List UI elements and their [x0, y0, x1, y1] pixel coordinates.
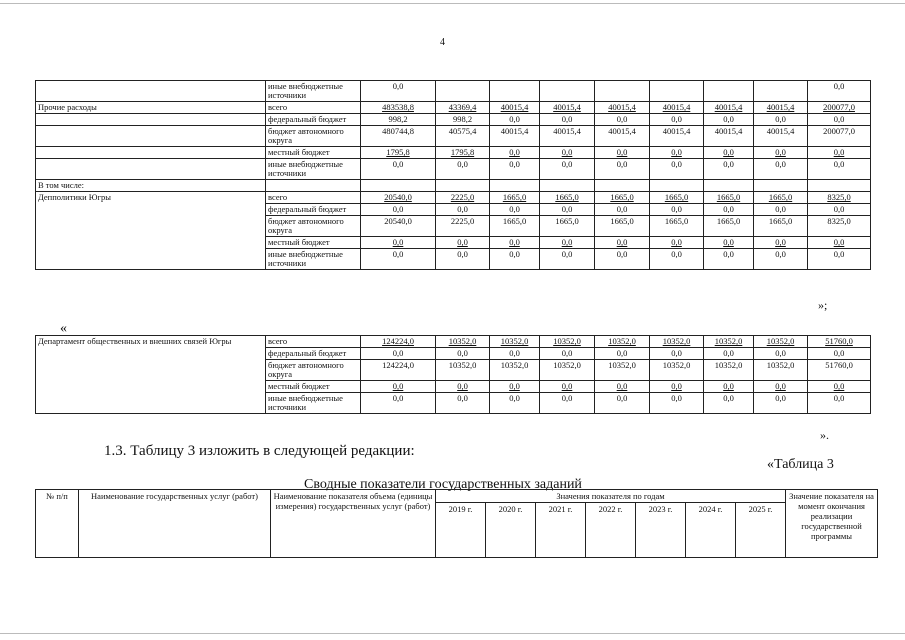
- closing-quote-2: ».: [820, 428, 829, 442]
- value-cell: 10352,0: [650, 336, 704, 348]
- value-cell: 0,0: [808, 114, 871, 126]
- subheader-cell: В том числе:: [36, 180, 266, 192]
- table3-col-indicator: Наименование показателя объема (единицы измерения) государственных услуг (работ): [271, 490, 436, 558]
- value-cell: 0,0: [650, 348, 704, 360]
- value-cell: 0,0: [650, 147, 704, 159]
- value-cell: 10352,0: [754, 336, 808, 348]
- value-cell: 998,2: [436, 114, 490, 126]
- value-cell: 40015,4: [704, 102, 754, 114]
- value-cell: 0,0: [490, 237, 540, 249]
- value-cell: 40015,4: [490, 102, 540, 114]
- row-source: всего: [266, 102, 361, 114]
- table3-year-2020: 2020 г.: [486, 503, 536, 558]
- scan-border-top: [0, 3, 905, 4]
- value-cell: 0,0: [808, 348, 871, 360]
- value-cell: 0,0: [704, 249, 754, 270]
- value-cell: 1665,0: [540, 216, 595, 237]
- empty-cell: [266, 180, 361, 192]
- value-cell: 0,0: [436, 249, 490, 270]
- table3-col-number: № п/п: [36, 490, 79, 558]
- empty-cell: [704, 180, 754, 192]
- empty-cell: [595, 180, 650, 192]
- empty-cell: [361, 180, 436, 192]
- value-cell: 40015,4: [650, 102, 704, 114]
- table3-year-2024: 2024 г.: [686, 503, 736, 558]
- table3-year-2022: 2022 г.: [586, 503, 636, 558]
- table-row: [36, 102, 871, 114]
- value-cell: 0,0: [361, 249, 436, 270]
- value-cell: 0,0: [540, 381, 595, 393]
- value-cell: 8325,0: [808, 192, 871, 204]
- value-cell: 51760,0: [808, 360, 871, 381]
- value-cell: 10352,0: [754, 360, 808, 381]
- empty-cell: [650, 180, 704, 192]
- value-cell: 0,0: [490, 147, 540, 159]
- row-source: местный бюджет: [266, 147, 361, 159]
- value-cell: [540, 81, 595, 102]
- empty-cell: [436, 180, 490, 192]
- scan-border-bottom: [0, 633, 905, 634]
- value-cell: 40575,4: [436, 126, 490, 147]
- row-name: [36, 159, 266, 180]
- row-source: иные внебюджетные источники: [266, 81, 361, 102]
- value-cell: 0,0: [595, 159, 650, 180]
- value-cell: 0,0: [704, 348, 754, 360]
- row-source: местный бюджет: [266, 381, 361, 393]
- value-cell: 40015,4: [540, 102, 595, 114]
- value-cell: 1665,0: [650, 216, 704, 237]
- value-cell: 0,0: [436, 159, 490, 180]
- value-cell: 480744,8: [361, 126, 436, 147]
- table3-col-service: Наименование государственных услуг (работ): [79, 490, 271, 558]
- value-cell: 0,0: [754, 348, 808, 360]
- value-cell: 0,0: [754, 381, 808, 393]
- value-cell: 10352,0: [704, 360, 754, 381]
- value-cell: 0,0: [361, 204, 436, 216]
- value-cell: 0,0: [808, 204, 871, 216]
- value-cell: 1665,0: [490, 216, 540, 237]
- value-cell: 1665,0: [650, 192, 704, 204]
- value-cell: 0,0: [436, 237, 490, 249]
- value-cell: 20540,0: [361, 216, 436, 237]
- table-row: [36, 147, 871, 159]
- table3: [35, 489, 878, 558]
- value-cell: [595, 81, 650, 102]
- value-cell: 0,0: [650, 381, 704, 393]
- value-cell: 0,0: [754, 114, 808, 126]
- section-heading: 1.3. Таблицу 3 изложить в следующей редакции:: [104, 443, 415, 459]
- row-name: Депполитики Югры: [36, 192, 266, 270]
- row-name: [36, 114, 266, 126]
- table3-year-2023: 2023 г.: [636, 503, 686, 558]
- value-cell: 0,0: [361, 237, 436, 249]
- row-name: [36, 126, 266, 147]
- value-cell: 10352,0: [595, 336, 650, 348]
- value-cell: 40015,4: [650, 126, 704, 147]
- value-cell: 200077,0: [808, 126, 871, 147]
- opening-quote: «: [60, 321, 67, 336]
- finance-table-department: [35, 335, 871, 414]
- finance-table-top: [35, 80, 871, 270]
- value-cell: 0,0: [595, 393, 650, 414]
- value-cell: 10352,0: [490, 336, 540, 348]
- value-cell: 0,0: [490, 159, 540, 180]
- value-cell: 1665,0: [595, 192, 650, 204]
- value-cell: 0,0: [650, 237, 704, 249]
- value-cell: 0,0: [361, 348, 436, 360]
- value-cell: 1665,0: [704, 192, 754, 204]
- value-cell: 0,0: [540, 114, 595, 126]
- value-cell: 0,0: [754, 393, 808, 414]
- table-row: [36, 192, 871, 204]
- value-cell: 10352,0: [436, 360, 490, 381]
- value-cell: 124224,0: [361, 360, 436, 381]
- value-cell: 0,0: [754, 147, 808, 159]
- empty-cell: [808, 180, 871, 192]
- value-cell: 0,0: [540, 348, 595, 360]
- value-cell: 0,0: [361, 81, 436, 102]
- value-cell: 40015,4: [540, 126, 595, 147]
- value-cell: 0,0: [704, 204, 754, 216]
- value-cell: 0,0: [754, 237, 808, 249]
- value-cell: 0,0: [595, 204, 650, 216]
- value-cell: 0,0: [595, 348, 650, 360]
- row-name: Департамент общественных и внешних связей Югры: [36, 336, 266, 414]
- value-cell: 1665,0: [704, 216, 754, 237]
- value-cell: 10352,0: [490, 360, 540, 381]
- row-source: всего: [266, 192, 361, 204]
- value-cell: 0,0: [595, 237, 650, 249]
- row-source: бюджет автономного округа: [266, 360, 361, 381]
- row-name: Прочие расходы: [36, 102, 266, 114]
- value-cell: 0,0: [704, 159, 754, 180]
- value-cell: 1665,0: [754, 192, 808, 204]
- value-cell: 2225,0: [436, 192, 490, 204]
- value-cell: 0,0: [436, 348, 490, 360]
- value-cell: 40015,4: [704, 126, 754, 147]
- value-cell: 40015,4: [595, 126, 650, 147]
- value-cell: 0,0: [808, 81, 871, 102]
- value-cell: 51760,0: [808, 336, 871, 348]
- value-cell: 1665,0: [754, 216, 808, 237]
- value-cell: 0,0: [808, 381, 871, 393]
- value-cell: 1795,8: [436, 147, 490, 159]
- value-cell: 0,0: [808, 249, 871, 270]
- value-cell: 0,0: [754, 204, 808, 216]
- row-source: бюджет автономного округа: [266, 216, 361, 237]
- value-cell: 1665,0: [540, 192, 595, 204]
- value-cell: 483538,8: [361, 102, 436, 114]
- value-cell: 40015,4: [754, 126, 808, 147]
- empty-cell: [490, 180, 540, 192]
- value-cell: 0,0: [540, 393, 595, 414]
- value-cell: 0,0: [436, 204, 490, 216]
- value-cell: 1795,8: [361, 147, 436, 159]
- value-cell: 0,0: [808, 393, 871, 414]
- value-cell: 0,0: [650, 114, 704, 126]
- value-cell: [650, 81, 704, 102]
- value-cell: [754, 81, 808, 102]
- value-cell: 10352,0: [540, 360, 595, 381]
- value-cell: 0,0: [650, 393, 704, 414]
- value-cell: 10352,0: [540, 336, 595, 348]
- row-source: всего: [266, 336, 361, 348]
- empty-cell: [540, 180, 595, 192]
- value-cell: 0,0: [704, 114, 754, 126]
- value-cell: 40015,4: [490, 126, 540, 147]
- value-cell: 0,0: [436, 381, 490, 393]
- value-cell: 0,0: [704, 393, 754, 414]
- value-cell: 0,0: [490, 249, 540, 270]
- row-name: [36, 147, 266, 159]
- table3-col-years-header: Значения показателя по годам: [436, 490, 786, 503]
- value-cell: 0,0: [540, 147, 595, 159]
- value-cell: 0,0: [595, 114, 650, 126]
- row-source: бюджет автономного округа: [266, 126, 361, 147]
- closing-quote-1: »;: [818, 298, 828, 312]
- row-source: иные внебюджетные источники: [266, 249, 361, 270]
- row-source: местный бюджет: [266, 237, 361, 249]
- row-name: [36, 81, 266, 102]
- value-cell: 0,0: [808, 147, 871, 159]
- value-cell: [436, 81, 490, 102]
- table-row: [36, 180, 871, 192]
- table3-year-2021: 2021 г.: [536, 503, 586, 558]
- value-cell: 20540,0: [361, 192, 436, 204]
- value-cell: 10352,0: [595, 360, 650, 381]
- value-cell: 0,0: [540, 249, 595, 270]
- row-source: федеральный бюджет: [266, 348, 361, 360]
- value-cell: 0,0: [754, 159, 808, 180]
- value-cell: 0,0: [540, 204, 595, 216]
- table3-title: Сводные показатели государственных заданий: [304, 477, 582, 492]
- value-cell: 0,0: [490, 381, 540, 393]
- row-source: иные внебюджетные источники: [266, 159, 361, 180]
- value-cell: 124224,0: [361, 336, 436, 348]
- value-cell: 0,0: [436, 393, 490, 414]
- empty-cell: [754, 180, 808, 192]
- row-source: иные внебюджетные источники: [266, 393, 361, 414]
- value-cell: 0,0: [490, 204, 540, 216]
- value-cell: 8325,0: [808, 216, 871, 237]
- value-cell: 0,0: [490, 114, 540, 126]
- value-cell: 0,0: [361, 381, 436, 393]
- value-cell: 0,0: [595, 147, 650, 159]
- table-row: [36, 126, 871, 147]
- value-cell: 1665,0: [595, 216, 650, 237]
- value-cell: 0,0: [361, 159, 436, 180]
- value-cell: 0,0: [650, 204, 704, 216]
- value-cell: 0,0: [704, 381, 754, 393]
- table-row: [36, 336, 871, 348]
- value-cell: 10352,0: [704, 336, 754, 348]
- value-cell: 0,0: [490, 393, 540, 414]
- row-source: федеральный бюджет: [266, 204, 361, 216]
- table3-col-final: Значение показателя на момент окончания реализации государственной программы: [786, 490, 878, 558]
- value-cell: 43369,4: [436, 102, 490, 114]
- value-cell: 0,0: [704, 237, 754, 249]
- value-cell: 0,0: [754, 249, 808, 270]
- value-cell: 200077,0: [808, 102, 871, 114]
- value-cell: [490, 81, 540, 102]
- value-cell: 40015,4: [754, 102, 808, 114]
- value-cell: 40015,4: [595, 102, 650, 114]
- value-cell: 2225,0: [436, 216, 490, 237]
- table3-year-2025: 2025 г.: [736, 503, 786, 558]
- value-cell: 0,0: [704, 147, 754, 159]
- value-cell: 0,0: [490, 348, 540, 360]
- table-row: [36, 81, 871, 102]
- value-cell: 0,0: [540, 159, 595, 180]
- value-cell: [704, 81, 754, 102]
- value-cell: 0,0: [808, 237, 871, 249]
- value-cell: 0,0: [650, 249, 704, 270]
- table3-year-2019: 2019 г.: [436, 503, 486, 558]
- value-cell: 0,0: [540, 237, 595, 249]
- value-cell: 1665,0: [490, 192, 540, 204]
- table-label: «Таблица 3: [767, 457, 834, 472]
- value-cell: 0,0: [808, 159, 871, 180]
- row-source: федеральный бюджет: [266, 114, 361, 126]
- value-cell: 0,0: [361, 393, 436, 414]
- table-row: [36, 159, 871, 180]
- value-cell: 0,0: [595, 381, 650, 393]
- value-cell: 0,0: [650, 159, 704, 180]
- page-number: 4: [440, 37, 445, 48]
- table-row: [36, 114, 871, 126]
- value-cell: 10352,0: [436, 336, 490, 348]
- value-cell: 998,2: [361, 114, 436, 126]
- value-cell: 0,0: [595, 249, 650, 270]
- value-cell: 10352,0: [650, 360, 704, 381]
